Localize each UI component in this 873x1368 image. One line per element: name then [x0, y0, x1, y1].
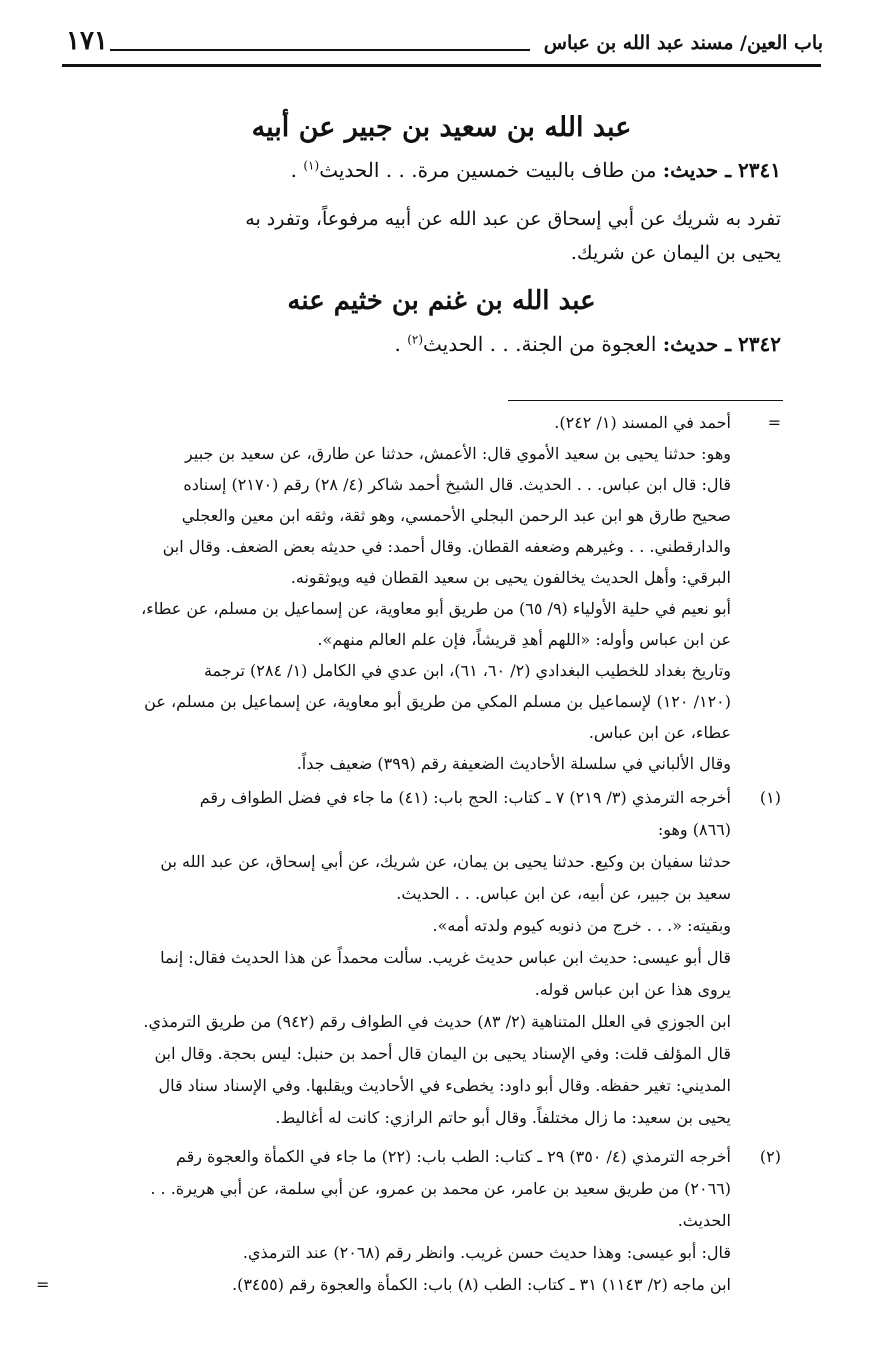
- footnote-line: ابن ماجه (٢/ ١١٤٣) ٣١ ـ كتاب: الطب (٨) باب: الكمأة والعجوة رقم (٣٤٥٥).: [232, 1275, 731, 1294]
- footnote-line: أخرجه الترمذي (٣/ ٢١٩) ٧ ـ كتاب: الحج باب: (٤١) ما جاء في فضل الطواف رقم: [199, 788, 731, 807]
- footnote-ref: (١): [303, 158, 320, 173]
- footnote-line: سعيد بن جبير، عن أبيه، عن ابن عباس. . . الحديث.: [396, 884, 731, 903]
- continuation-mark-end: =: [36, 1275, 50, 1294]
- page-number: ١٧١: [66, 26, 108, 56]
- footnote-line: قال أبو عيسى: حديث ابن عباس حديث غريب. سألت محمداً عن هذا الحديث فقال: إنما: [160, 948, 731, 967]
- footnote-line: يحيى بن سعيد: ما زال مختلفاً. وقال أبو حاتم الرازي: كانت له أغاليط.: [275, 1108, 731, 1127]
- footnote-line: قال المؤلف قلت: وفي الإسناد يحيى بن اليمان قال أحمد بن حنبل: ليس بحجة. وقال ابن: [154, 1044, 731, 1063]
- footnote-line: البرقي: وأهل الحديث يخالفون يحيى بن سعيد القطان فيه ويوثقونه.: [290, 568, 731, 587]
- footnote-line: عن ابن عباس وأوله: «اللهم أهدِ قريشاً، فإن علم العالم منهم».: [317, 630, 731, 649]
- footnote-line: أحمد في المسند (١/ ٢٤٢).: [554, 413, 731, 432]
- footnote-line: قال: أبو عيسى: وهذا حديث حسن غريب. وانظر رقم (٢٠٦٨) عند الترمذي.: [242, 1243, 731, 1262]
- footnote-rule: [508, 400, 783, 401]
- footnote-line: عطاء، عن ابن عباس.: [588, 723, 731, 742]
- footnote-line: (٢٠٦٦) من طريق سعيد بن عامر، عن محمد بن عمرو، عن أبي سلمة، عن أبي هريرة. . .: [150, 1179, 731, 1198]
- hadith-text: العجوة من الجنة. . . الحديث: [423, 332, 657, 356]
- continuation-mark: =: [767, 413, 781, 432]
- hadith-text: من طاف بالبيت خمسين مرة. . . الحديث: [319, 158, 657, 182]
- footnote-line: المديني: تغير حفظه. وقال أبو داود: يخطىء في الأحاديث ويقلبها. وفي الإسناد سناد قال: [158, 1076, 731, 1095]
- footnote-line: الحديث.: [677, 1211, 731, 1230]
- running-title: باب العين/ مسند عبد الله بن عباس: [543, 32, 823, 54]
- footnote-line: صحيح طارق هو ابن عبد الرحمن البجلي الأحمسي، وهو ثقة، وثقه ابن معين والعجلي: [181, 506, 731, 525]
- section-title-2: عبد الله بن غنم بن خثيم عنه: [287, 286, 596, 316]
- footnote-line: وهو: حدثنا يحيى بن سعيد الأموي قال: الأعمش، حدثنا عن طارق، عن سعيد بن جبير: [185, 444, 731, 463]
- hadith-2342: ٢٣٤٢ ـ حديث: العجوة من الجنة. . . الحديث$^{(٢)}$ .: [394, 332, 781, 356]
- footnote-line: وقال الألباني في سلسلة الأحاديث الضعيفة رقم (٣٩٩) ضعيف جداً.: [296, 754, 731, 773]
- header-leader-line: [110, 49, 530, 51]
- footnote-line: أبو نعيم في حلية الأولياء (٩/ ٦٥) من طريق أبو معاوية، عن إسماعيل بن مسلم، عن عطاء،: [141, 599, 731, 618]
- footnote-line: وتاريخ بغداد للخطيب البغدادي (٢/ ٦٠، ٦١)، ابن عدي في الكامل (١/ ٢٨٤) ترجمة: [203, 661, 731, 680]
- footnote-line: والدارقطني. . . وغيرهم وضعفه القطان. وقال أحمد: في حديثه بعض الضعف. وقال ابن: [162, 537, 731, 556]
- section-title-1: عبد الله بن سعيد بن جبير عن أبيه: [251, 112, 632, 143]
- header-rule: [62, 64, 821, 67]
- footnote-line: وبقيته: «. . . خرج من ذنوبه كيوم ولدته أمه».: [432, 916, 731, 935]
- footnote-line: يروى هذا عن ابن عباس قوله.: [534, 980, 731, 999]
- footnote-line: حدثنا سفيان بن وكيع. حدثنا يحيى بن يمان، عن شريك، عن أبي إسحاق، عن عبد الله بن: [160, 852, 731, 871]
- footnote-ref: (٢): [407, 332, 424, 347]
- footnote-line: (١٢٠/ ١٢٠) لإسماعيل بن مسلم المكي من طريق أبو معاوية، عن إسماعيل بن مسلم، عن: [144, 692, 731, 711]
- hadith-number: ٢٣٤١ ـ حديث:: [662, 158, 781, 182]
- footnote-number-1: (١): [759, 788, 781, 807]
- footnote-line: قال: قال ابن عباس. . . الحديث. قال الشيخ أحمد شاكر (٤/ ٢٨) رقم (٢١٧٠) إسناده: [183, 475, 731, 494]
- note-line: تفرد به شريك عن أبي إسحاق عن عبد الله عن أبيه مرفوعاً، وتفرد به: [245, 208, 781, 230]
- hadith-number: ٢٣٤٢ ـ حديث:: [662, 332, 781, 356]
- note-line: يحيى بن اليمان عن شريك.: [570, 242, 781, 264]
- footnote-line: أخرجه الترمذي (٤/ ٣٥٠) ٢٩ ـ كتاب: الطب باب: (٢٢) ما جاء في الكمأة والعجوة رقم: [175, 1147, 731, 1166]
- footnote-number-2: (٢): [759, 1147, 781, 1166]
- hadith-2341: ٢٣٤١ ـ حديث: من طاف بالبيت خمسين مرة. . . الحديث$^{(١)}$ .: [290, 158, 781, 182]
- footnote-line: ابن الجوزي في العلل المتناهية (٢/ ٨٣) حديث في الطواف رقم (٩٤٢) من طريق الترمذي.: [143, 1012, 731, 1031]
- footnote-line: (٨٦٦) وهو:: [657, 820, 731, 839]
